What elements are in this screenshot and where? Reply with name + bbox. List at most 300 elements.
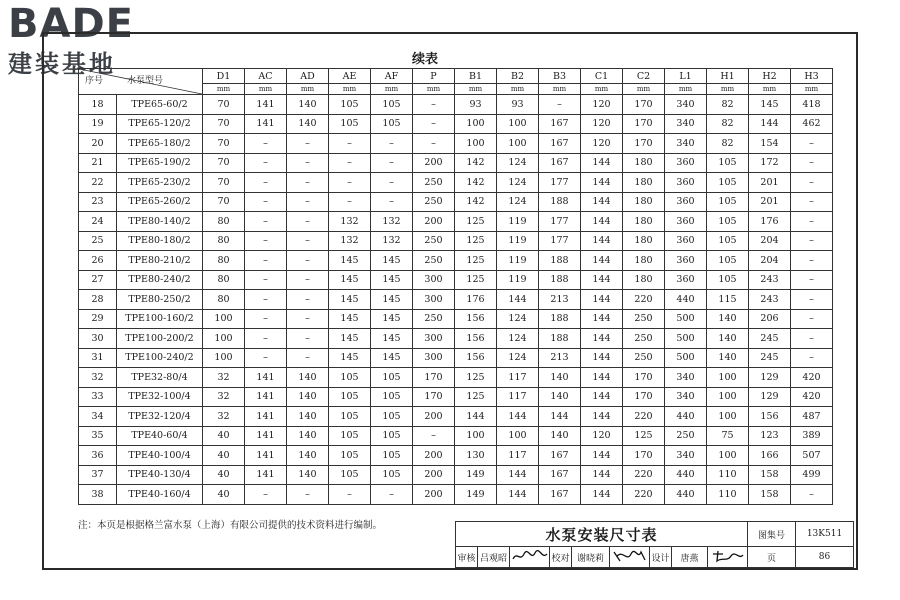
value-cell: 141 [245, 426, 287, 446]
value-cell: 140 [539, 387, 581, 407]
value-cell: 105 [707, 173, 749, 193]
model-cell: TPE100-200/2 [117, 329, 203, 349]
row-number-cell: 28 [79, 290, 117, 310]
value-cell: 177 [539, 173, 581, 193]
value-cell: – [287, 173, 329, 193]
reviewer-name: 吕观昭 [478, 547, 510, 568]
row-number-cell: 35 [79, 426, 117, 446]
value-cell: 140 [539, 426, 581, 446]
value-cell: 70 [203, 173, 245, 193]
value-cell: 100 [203, 329, 245, 349]
value-cell: – [287, 192, 329, 212]
table-row [79, 348, 833, 368]
model-cell: TPE32-100/4 [117, 387, 203, 407]
value-cell: 188 [539, 270, 581, 290]
value-cell: 144 [581, 270, 623, 290]
value-cell: 500 [665, 348, 707, 368]
value-cell: 100 [707, 368, 749, 388]
value-cell: – [791, 173, 833, 193]
table-row [79, 192, 833, 212]
model-cell: TPE40-100/4 [117, 446, 203, 466]
value-cell: – [371, 134, 413, 154]
value-cell: – [413, 114, 455, 134]
value-cell: 144 [749, 114, 791, 134]
column-header-ac: AC [245, 69, 287, 84]
value-cell: 144 [581, 329, 623, 349]
title-block [455, 521, 854, 568]
unit-cell: mm [413, 84, 455, 95]
value-cell: 462 [791, 114, 833, 134]
column-header-af: AF [371, 69, 413, 84]
value-cell: 213 [539, 290, 581, 310]
value-cell: – [245, 231, 287, 251]
value-cell: 420 [791, 368, 833, 388]
reviewer-signature [510, 547, 550, 568]
value-cell: 156 [455, 348, 497, 368]
logo-text: BADE [8, 1, 134, 47]
row-number-cell: 29 [79, 309, 117, 329]
value-cell: 132 [329, 212, 371, 232]
unit-cell: mm [245, 84, 287, 95]
value-cell: 144 [581, 465, 623, 485]
value-cell: 141 [245, 407, 287, 427]
value-cell: 418 [791, 95, 833, 115]
model-cell: TPE65-190/2 [117, 153, 203, 173]
value-cell: 440 [665, 290, 707, 310]
column-header-p: P [413, 69, 455, 84]
value-cell: 140 [707, 309, 749, 329]
value-cell: 124 [497, 153, 539, 173]
value-cell: 300 [413, 329, 455, 349]
value-cell: 250 [413, 192, 455, 212]
value-cell: 172 [749, 153, 791, 173]
table-row [79, 407, 833, 427]
unit-cell: mm [581, 84, 623, 95]
value-cell: 125 [455, 212, 497, 232]
value-cell: 119 [497, 270, 539, 290]
value-cell: – [329, 485, 371, 505]
table-row [79, 270, 833, 290]
value-cell: – [413, 134, 455, 154]
value-cell: 145 [749, 95, 791, 115]
value-cell: 145 [329, 270, 371, 290]
drawing-title: 水泵安装尺寸表 [456, 522, 748, 547]
value-cell: – [245, 212, 287, 232]
model-cell: TPE32-80/4 [117, 368, 203, 388]
unit-cell: mm [371, 84, 413, 95]
value-cell: 32 [203, 368, 245, 388]
value-cell: 70 [203, 134, 245, 154]
value-cell: 40 [203, 446, 245, 466]
value-cell: 70 [203, 95, 245, 115]
signature-mark [511, 548, 549, 564]
value-cell: 117 [497, 368, 539, 388]
value-cell: 40 [203, 465, 245, 485]
column-header-ae: AE [329, 69, 371, 84]
value-cell: – [791, 485, 833, 505]
value-cell: 40 [203, 426, 245, 446]
value-cell: 200 [413, 446, 455, 466]
atlas-label: 图集号 [748, 522, 796, 547]
value-cell: 170 [623, 134, 665, 154]
value-cell: 100 [707, 446, 749, 466]
value-cell: – [413, 95, 455, 115]
value-cell: 487 [791, 407, 833, 427]
check-label: 校对 [550, 547, 572, 568]
value-cell: 70 [203, 153, 245, 173]
value-cell: 82 [707, 114, 749, 134]
design-label: 设计 [650, 547, 672, 568]
value-cell: 360 [665, 251, 707, 271]
header-no: 序号 [85, 76, 104, 86]
value-cell: 170 [623, 446, 665, 466]
value-cell: – [329, 153, 371, 173]
atlas-number: 13K511 [796, 522, 854, 547]
value-cell: 125 [455, 231, 497, 251]
value-cell: 105 [707, 153, 749, 173]
column-header-ad: AD [287, 69, 329, 84]
value-cell: 340 [665, 368, 707, 388]
row-number-cell: 34 [79, 407, 117, 427]
value-cell: 120 [581, 426, 623, 446]
value-cell: – [245, 348, 287, 368]
value-cell: 180 [623, 153, 665, 173]
value-cell: – [245, 134, 287, 154]
table-row [79, 212, 833, 232]
value-cell: – [329, 134, 371, 154]
value-cell: 145 [371, 270, 413, 290]
value-cell: 140 [287, 368, 329, 388]
row-number-cell: 21 [79, 153, 117, 173]
value-cell: 145 [371, 348, 413, 368]
value-cell: 156 [455, 309, 497, 329]
value-cell: 145 [329, 348, 371, 368]
table-row [79, 114, 833, 134]
value-cell: 124 [497, 348, 539, 368]
value-cell: 360 [665, 212, 707, 232]
value-cell: – [791, 153, 833, 173]
value-cell: – [371, 485, 413, 505]
value-cell: – [539, 95, 581, 115]
value-cell: 250 [665, 426, 707, 446]
value-cell: 176 [749, 212, 791, 232]
value-cell: 141 [245, 114, 287, 134]
header-corner [79, 69, 203, 95]
value-cell: 100 [707, 407, 749, 427]
value-cell: 144 [581, 368, 623, 388]
value-cell: 177 [539, 231, 581, 251]
value-cell: 243 [749, 270, 791, 290]
value-cell: 250 [413, 251, 455, 271]
page-number: 86 [796, 547, 854, 568]
value-cell: 158 [749, 465, 791, 485]
unit-cell: mm [623, 84, 665, 95]
value-cell: 206 [749, 309, 791, 329]
column-header-h3: H3 [791, 69, 833, 84]
value-cell: 120 [581, 114, 623, 134]
value-cell: – [287, 231, 329, 251]
header-model: 水泵型号 [127, 76, 164, 86]
designer-signature [708, 547, 748, 568]
row-number-cell: 24 [79, 212, 117, 232]
value-cell: 105 [707, 192, 749, 212]
unit-cell: mm [749, 84, 791, 95]
value-cell: 499 [791, 465, 833, 485]
column-header-c1: C1 [581, 69, 623, 84]
value-cell: 144 [581, 387, 623, 407]
table-row [79, 368, 833, 388]
value-cell: 125 [455, 387, 497, 407]
value-cell: 170 [413, 387, 455, 407]
value-cell: – [287, 290, 329, 310]
model-cell: TPE80-210/2 [117, 251, 203, 271]
unit-cell: mm [329, 84, 371, 95]
row-number-cell: 19 [79, 114, 117, 134]
unit-cell: mm [665, 84, 707, 95]
model-cell: TPE65-180/2 [117, 134, 203, 154]
value-cell: – [287, 212, 329, 232]
value-cell: 105 [707, 212, 749, 232]
value-cell: – [287, 329, 329, 349]
value-cell: 120 [581, 95, 623, 115]
value-cell: 32 [203, 387, 245, 407]
value-cell: – [287, 153, 329, 173]
value-cell: 124 [497, 173, 539, 193]
value-cell: 220 [623, 465, 665, 485]
value-cell: 154 [749, 134, 791, 154]
value-cell: 100 [455, 134, 497, 154]
column-header-b3: B3 [539, 69, 581, 84]
value-cell: 360 [665, 270, 707, 290]
value-cell: – [791, 192, 833, 212]
value-cell: 82 [707, 95, 749, 115]
value-cell: 145 [329, 251, 371, 271]
value-cell: 82 [707, 134, 749, 154]
value-cell: 125 [455, 368, 497, 388]
value-cell: 119 [497, 231, 539, 251]
value-cell: 167 [539, 485, 581, 505]
value-cell: – [245, 290, 287, 310]
table-row [79, 290, 833, 310]
value-cell: – [287, 251, 329, 271]
value-cell: 180 [623, 192, 665, 212]
value-cell: 167 [539, 114, 581, 134]
table-row [79, 485, 833, 505]
value-cell: 105 [329, 426, 371, 446]
unit-cell: mm [791, 84, 833, 95]
value-cell: 142 [455, 192, 497, 212]
value-cell: 100 [455, 426, 497, 446]
review-label: 审核 [456, 547, 478, 568]
table-row [79, 329, 833, 349]
value-cell: 201 [749, 192, 791, 212]
value-cell: 149 [455, 485, 497, 505]
value-cell: 440 [665, 485, 707, 505]
table-row [79, 387, 833, 407]
value-cell: 220 [623, 407, 665, 427]
value-cell: 125 [455, 251, 497, 271]
value-cell: 144 [581, 348, 623, 368]
value-cell: 144 [581, 231, 623, 251]
value-cell: 220 [623, 290, 665, 310]
value-cell: 105 [707, 231, 749, 251]
value-cell: 180 [623, 173, 665, 193]
value-cell: 245 [749, 329, 791, 349]
row-number-cell: 30 [79, 329, 117, 349]
value-cell: 144 [581, 212, 623, 232]
value-cell: 80 [203, 290, 245, 310]
model-cell: TPE80-140/2 [117, 212, 203, 232]
value-cell: 245 [749, 348, 791, 368]
value-cell: 250 [623, 309, 665, 329]
value-cell: 300 [413, 348, 455, 368]
value-cell: 180 [623, 231, 665, 251]
value-cell: 145 [371, 290, 413, 310]
signature-mark [611, 548, 649, 564]
value-cell: 167 [539, 153, 581, 173]
column-header-b1: B1 [455, 69, 497, 84]
value-cell: 80 [203, 251, 245, 271]
value-cell: 300 [413, 270, 455, 290]
value-cell: – [287, 348, 329, 368]
value-cell: 500 [665, 329, 707, 349]
value-cell: 105 [329, 368, 371, 388]
value-cell: 300 [413, 290, 455, 310]
value-cell: 140 [287, 387, 329, 407]
table-row [79, 446, 833, 466]
value-cell: 250 [413, 231, 455, 251]
table-title: 续表 [412, 52, 439, 67]
value-cell: 80 [203, 212, 245, 232]
value-cell: 140 [707, 348, 749, 368]
unit-cell: mm [497, 84, 539, 95]
value-cell: 105 [371, 114, 413, 134]
value-cell: 144 [497, 465, 539, 485]
row-number-cell: 38 [79, 485, 117, 505]
value-cell: 167 [539, 446, 581, 466]
unit-cell: mm [707, 84, 749, 95]
value-cell: 132 [329, 231, 371, 251]
value-cell: 144 [497, 485, 539, 505]
value-cell: 144 [581, 407, 623, 427]
value-cell: 144 [581, 290, 623, 310]
value-cell: – [245, 192, 287, 212]
value-cell: 507 [791, 446, 833, 466]
value-cell: 124 [497, 329, 539, 349]
table-row [79, 465, 833, 485]
value-cell: 340 [665, 114, 707, 134]
model-cell: TPE100-160/2 [117, 309, 203, 329]
value-cell: 250 [413, 309, 455, 329]
unit-cell: mm [287, 84, 329, 95]
table-row [79, 95, 833, 115]
value-cell: 340 [665, 387, 707, 407]
value-cell: 105 [329, 387, 371, 407]
table-row [79, 309, 833, 329]
value-cell: 144 [497, 407, 539, 427]
value-cell: 360 [665, 173, 707, 193]
value-cell: 149 [455, 465, 497, 485]
value-cell: 141 [245, 95, 287, 115]
row-number-cell: 25 [79, 231, 117, 251]
value-cell: 140 [707, 329, 749, 349]
value-cell: 170 [623, 95, 665, 115]
value-cell: 170 [623, 368, 665, 388]
model-cell: TPE80-240/2 [117, 270, 203, 290]
value-cell: – [791, 329, 833, 349]
value-cell: 105 [371, 446, 413, 466]
value-cell: 360 [665, 192, 707, 212]
value-cell: 70 [203, 114, 245, 134]
checker-name: 谢晓莉 [572, 547, 610, 568]
value-cell: – [245, 309, 287, 329]
model-cell: TPE40-160/4 [117, 485, 203, 505]
column-header-l1: L1 [665, 69, 707, 84]
value-cell: – [371, 153, 413, 173]
value-cell: – [791, 290, 833, 310]
value-cell: 140 [287, 465, 329, 485]
value-cell: 105 [329, 95, 371, 115]
value-cell: 200 [413, 212, 455, 232]
value-cell: 117 [497, 446, 539, 466]
value-cell: 142 [455, 173, 497, 193]
value-cell: 142 [455, 153, 497, 173]
page-label: 页 [748, 547, 796, 568]
value-cell: 250 [623, 348, 665, 368]
value-cell: – [245, 270, 287, 290]
value-cell: 100 [455, 114, 497, 134]
value-cell: 105 [371, 95, 413, 115]
value-cell: 180 [623, 212, 665, 232]
value-cell: 125 [623, 426, 665, 446]
row-number-cell: 32 [79, 368, 117, 388]
value-cell: 119 [497, 212, 539, 232]
value-cell: 100 [497, 134, 539, 154]
row-number-cell: 27 [79, 270, 117, 290]
value-cell: 124 [497, 192, 539, 212]
value-cell: 389 [791, 426, 833, 446]
value-cell: 105 [707, 251, 749, 271]
value-cell: 145 [371, 309, 413, 329]
value-cell: 140 [287, 114, 329, 134]
value-cell: 132 [371, 212, 413, 232]
table-row [79, 134, 833, 154]
value-cell: 166 [749, 446, 791, 466]
table-row [79, 426, 833, 446]
value-cell: 250 [623, 329, 665, 349]
value-cell: 158 [749, 485, 791, 505]
value-cell: 132 [371, 231, 413, 251]
value-cell: 250 [413, 173, 455, 193]
value-cell: 188 [539, 329, 581, 349]
value-cell: 141 [245, 368, 287, 388]
value-cell: 145 [329, 290, 371, 310]
value-cell: 213 [539, 348, 581, 368]
logo-subtitle: 建装基地 [8, 50, 116, 78]
footnote: 注：本页是根据格兰富水泵（上海）有限公司提供的技术资料进行编制。 [78, 520, 383, 531]
value-cell: – [287, 270, 329, 290]
value-cell: 140 [287, 446, 329, 466]
value-cell: – [287, 485, 329, 505]
value-cell: 141 [245, 387, 287, 407]
value-cell: 156 [749, 407, 791, 427]
value-cell: 420 [791, 387, 833, 407]
model-cell: TPE80-250/2 [117, 290, 203, 310]
header-row [79, 69, 833, 84]
value-cell: 110 [707, 485, 749, 505]
value-cell: 200 [413, 485, 455, 505]
column-header-h2: H2 [749, 69, 791, 84]
